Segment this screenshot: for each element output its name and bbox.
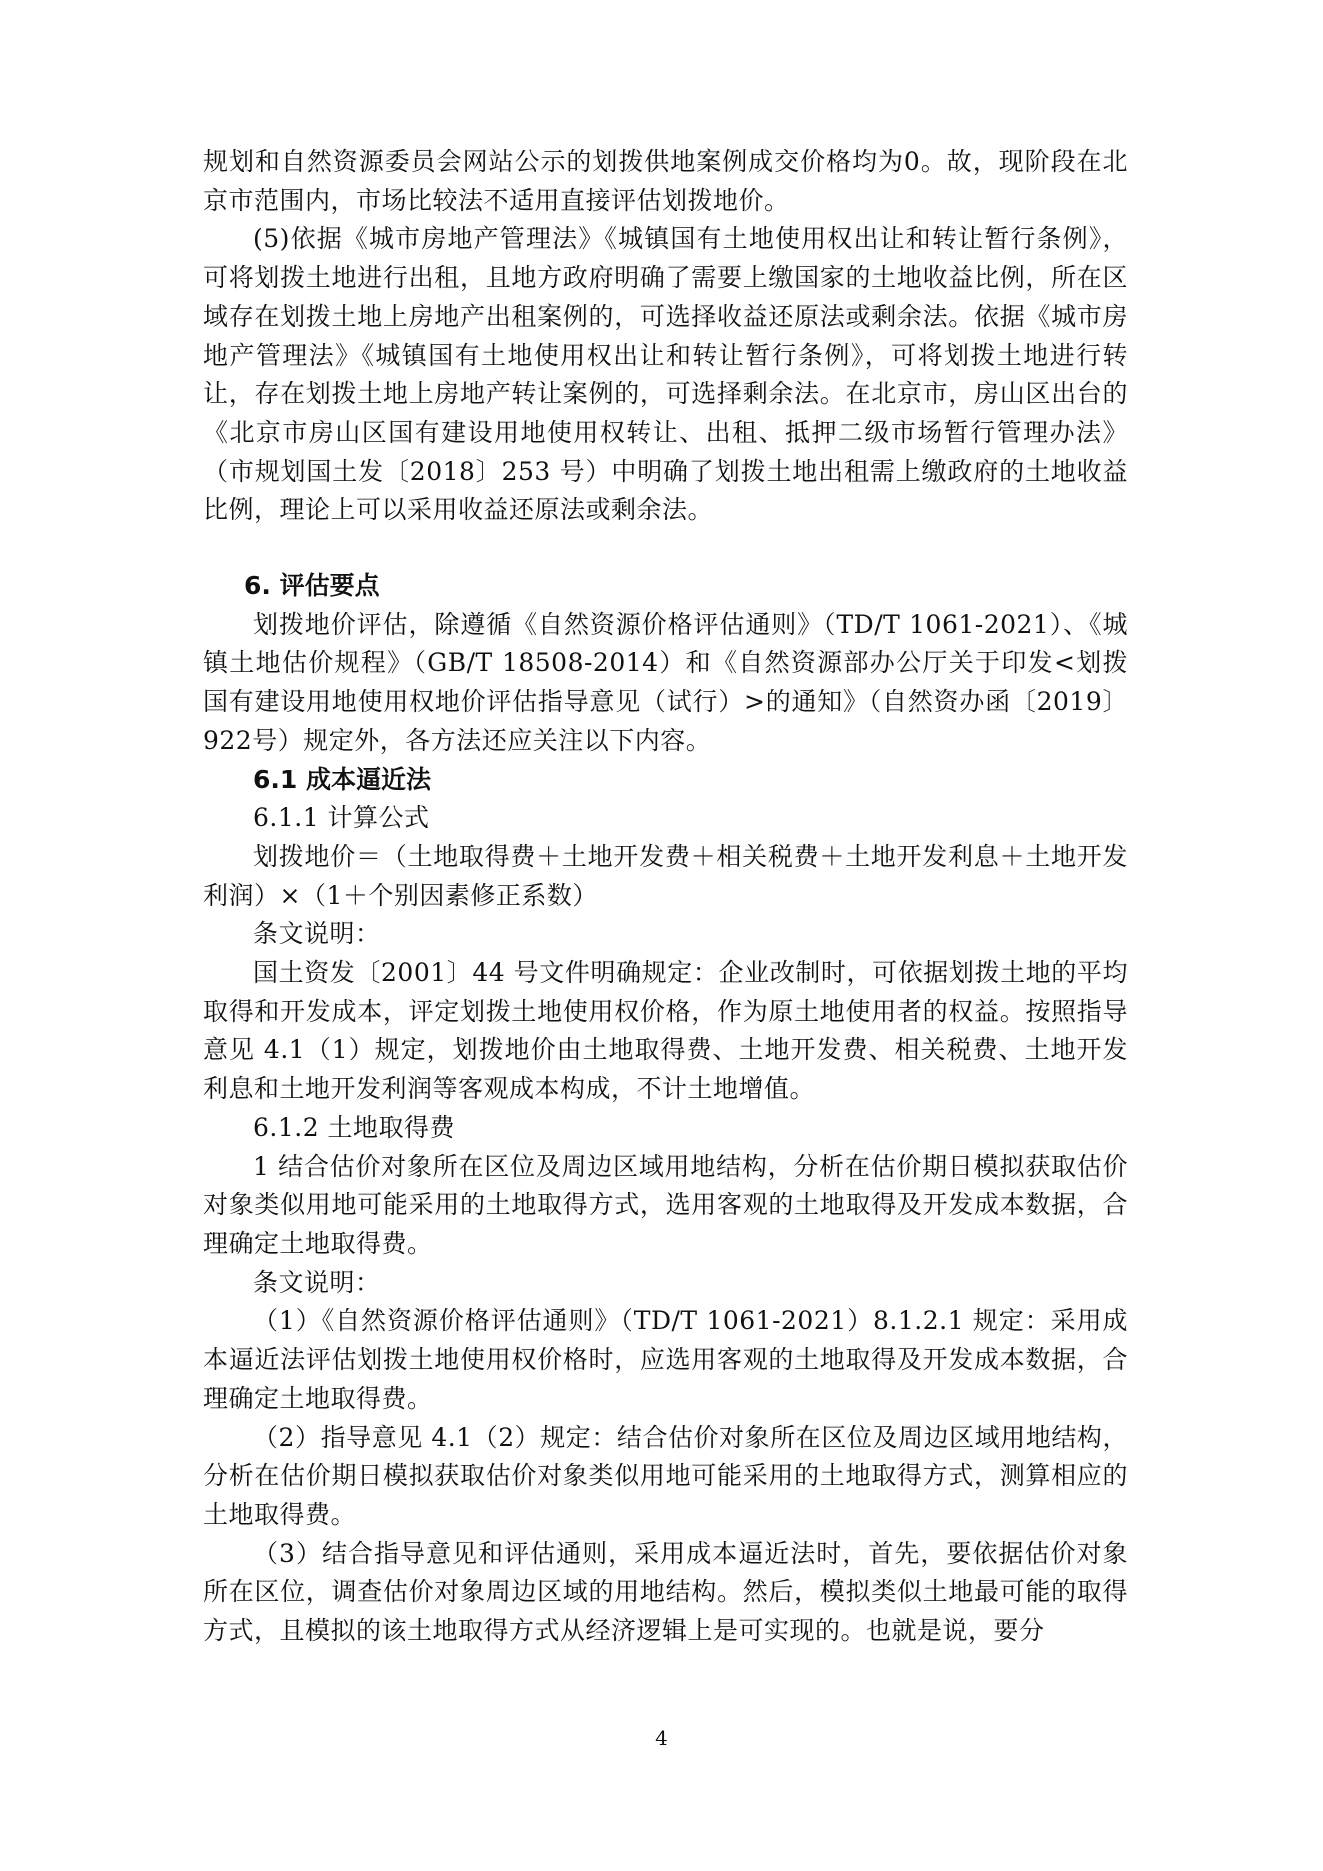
note-item-2: （2）指导意见 4.1（2）规定：结合估价对象所在区位及周边区域用地结构，分析在估价期日模拟获取估价对象类似用地可能采用的土地取得方式，测算相应的土地取得费。 — [203, 1422, 1128, 1529]
page-number: 4 — [655, 1726, 668, 1750]
note-label: 条文说明： — [253, 1267, 381, 1297]
section-6-1-2-title: 6.1.2 土地取得费 — [253, 1112, 456, 1142]
note-item-1: （1）《自然资源价格评估通则》（TD/T 1061-2021）8.1.2.1 规定：采用成本逼近法评估划拨土地使用权价格时，应选用客观的土地取得及开发成本数据，合理确定土地取得费。 — [203, 1306, 1128, 1413]
paragraph-continuation: 规划和自然资源委员会网站公示的划拨供地案例成交价格均为0。故，现阶段在北京市范围内，市场比较法不适用直接评估划拨地价。 — [203, 147, 1128, 215]
section-6-1-1-title: 6.1.1 计算公式 — [253, 803, 430, 833]
section-6-heading: 6. 评估要点 — [244, 571, 380, 601]
note-item-3: （3）结合指导意见和评估通则，采用成本逼近法时，首先，要依据估价对象所在区位，调查估价对象周边区域的用地结构。然后，模拟类似土地最可能的取得方式，且模拟的该土地取得方式从经济逻辑上是可实现的。也就是说，要分 — [203, 1538, 1128, 1646]
formula-paragraph: 划拨地价＝（土地取得费＋土地开发费＋相关税费＋土地开发利息＋土地开发利润）×（1＋个别因素修正系数） — [203, 841, 1128, 910]
section-6-intro: 划拨地价评估，除遵循《自然资源价格评估通则》（TD/T 1061-2021）、《城镇土地估价规程》（GB/T 18508-2014）和《自然资源部办公厅关于印发<划拨国有建设用地使用权地价评估指导意见（试行）>的通知》（自然资办函〔2019〕922号）规定外，各方法还应关注以下内容。 — [203, 609, 1128, 755]
note-label: 条文说明： — [253, 919, 381, 949]
item-1-paragraph: 1 结合估价对象所在区位及周边区域用地结构，分析在估价期日模拟获取估价对象类似用地可能采用的土地取得方式，选用客观的土地取得及开发成本数据，合理确定土地取得费。 — [203, 1151, 1128, 1258]
section-6-1-heading: 6.1 成本逼近法 — [253, 764, 431, 794]
note-paragraph: 国土资发〔2001〕44 号文件明确规定：企业改制时，可依据划拨土地的平均取得和开发成本，评定划拨土地使用权价格，作为原土地使用者的权益。按照指导意见 4.1（1）规定，划拨地价由土地取得费、土地开发费、相关税费、土地开发利息和土地开发利润等客观成本构成，不计土地增值。 — [203, 958, 1128, 1104]
paragraph-item-5: (5)依据《城市房地产管理法》《城镇国有土地使用权出让和转让暂行条例》，可将划拨土地进行出租，且地方政府明确了需要上缴国家的土地收益比例，所在区域存在划拨土地上房地产出租案例的，可选择收益还原法或剩余法。依据《城市房地产管理法》《城镇国有土地使用权出让和转让暂行条例》，可将划拨土地进行转让，存在划拨土地上房地产转让案例的，可选择剩余法。在北京市，房山区出台的《北京市房山区国有建设用地使用权转让、出租、抵押二级市场暂行管理办法》（市规划国土发〔2018〕253 号）中明确了划拨土地出租需上缴政府的土地收益比例，理论上可以采用收益还原法或剩余法。 — [203, 224, 1128, 525]
page-body — [203, 143, 1128, 1651]
